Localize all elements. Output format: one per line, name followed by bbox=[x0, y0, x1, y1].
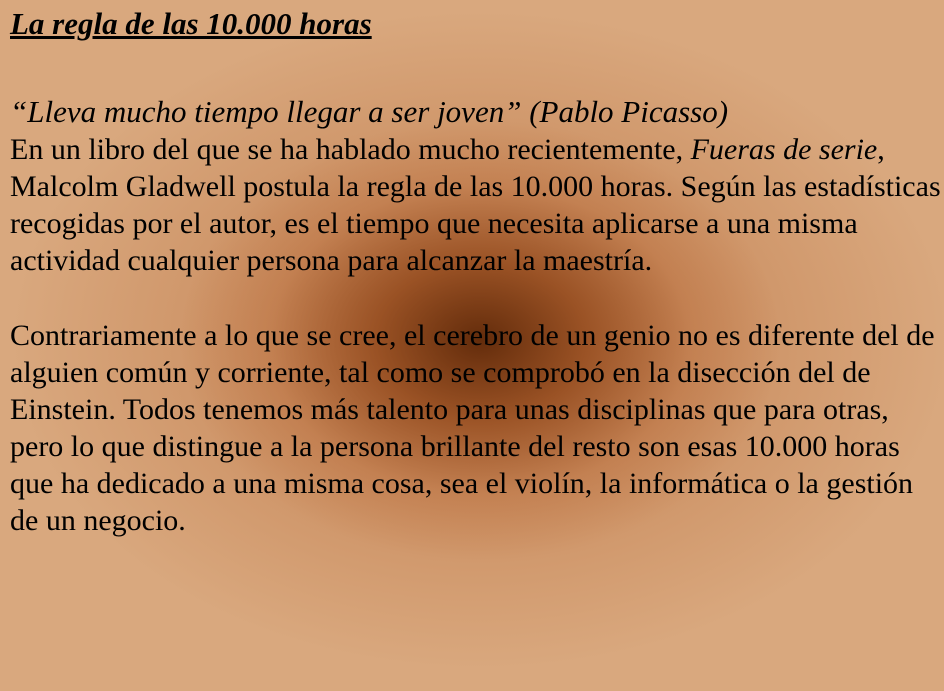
paragraph-1 bbox=[10, 131, 942, 279]
paragraph-1-intro: En un libro del que se ha hablado mucho recientemente, bbox=[10, 133, 691, 166]
document bbox=[10, 4, 942, 539]
paragraph-2: Contrariamente a lo que se cree, el cerebro de un genio no es diferente del de alguien común y corriente, tal como se comprobó en la disección del de Einstein. Todos tenemos más talento para unas disciplinas que para otras, pero lo que distingue a la persona brillante del resto son esas 10.000 horas que ha dedicado a una misma cosa, sea el violín, la informática o la gestión de un negocio. bbox=[10, 319, 935, 537]
paragraph-1-body: , Malcolm Gladwell postula la regla de las 10.000 horas. Según las estadísticas recogidas por el autor, es el tiempo que necesita aplicarse a una misma actividad cualquier persona para alcanzar la maestría. bbox=[10, 133, 941, 277]
spacer bbox=[10, 279, 942, 317]
book-title: Fueras de serie bbox=[690, 133, 878, 166]
spacer bbox=[10, 44, 942, 92]
document-title: La regla de las 10.000 horas bbox=[10, 6, 372, 41]
epigraph-quote: “Lleva mucho tiempo llegar a ser joven” (Pablo Picasso) bbox=[10, 94, 729, 129]
